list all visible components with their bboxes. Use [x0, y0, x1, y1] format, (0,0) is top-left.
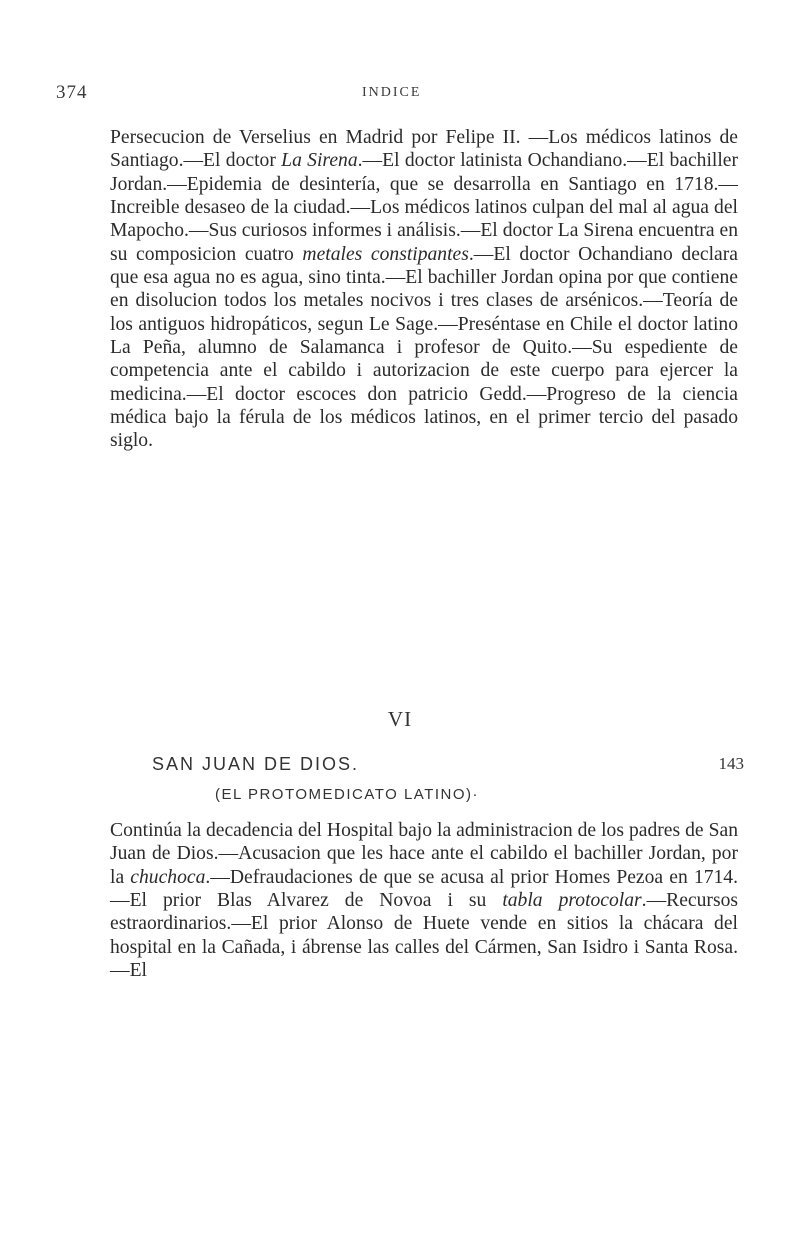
text-run: Persecucion de Verselius en Madrid por Felipe II. —Los médicos latinos de Santiago.—El doctor: [110, 127, 738, 172]
section-number: VI: [387, 707, 413, 731]
summary-paragraph-2: [110, 819, 738, 982]
text-run: .—El doctor latinista Ochandiano.—El bachiller Jordan.—Epidemia de desintería, que se desarrolla en Santiago en 1718.—Increible desaseo de la ciudad.—Los médicos latinos culpan del mal al agua del Mapocho.—Sus curiosos informes i análisis.—El doctor La Sirena encuentra en su composicion cuatro: [110, 150, 739, 265]
italic-run: chuchoca: [130, 866, 206, 888]
page-number: 374: [56, 82, 88, 103]
section-subheading: (EL PROTOMEDICATO LATINO)·: [215, 786, 480, 803]
text-run: .—El doctor Ochandiano declara que esa agua no es agua, sino tinta.—El bachiller Jordan opina por que contiene en disolucion todos los metales nocivos i tres clases de arsénicos.—Teoría de los antiguos hidropáticos, segun Le Sage.—Preséntase en Chile el doctor latino La Peña, alumno de Salamanca i profesor de Quito.—Su espediente de competencia ante el cabildo i autorizacion de este cuerpo para ejercer la medicina.—El doctor escoces don patricio Gedd.—Progreso de la ciencia médica bajo la férula de los médicos latinos, en el primer tercio del pasado siglo.: [110, 243, 738, 452]
section-page-number: 143: [718, 754, 744, 773]
text-run: Continúa la decadencia del Hospital bajo la administracion de los padres de San Juan de Dios.—Acusacion que les hace ante el cabildo el bachiller Jordan, por la: [110, 820, 738, 888]
text-run: .—Defraudaciones de que se acusa al prior Homes Pezoa en 1714.—El prior Blas Alvarez de Novoa i su: [110, 866, 738, 912]
section-title: SAN JUAN DE DIOS.: [152, 754, 360, 774]
summary-paragraph-1: [110, 126, 738, 453]
running-title: INDICE: [362, 85, 422, 100]
text-run: .—Recursos estraordinarios.—El prior Alonso de Huete vende en sitios la chácara del hospital en la Cañada, i ábrense las calles del Cármen, San Isidro i Santa Rosa.—El: [110, 890, 738, 982]
italic-run: La Sirena: [281, 150, 358, 172]
italic-run: tabla protocolar: [502, 890, 642, 912]
section-heading: [152, 754, 762, 775]
italic-run: metales constipantes: [302, 243, 469, 265]
running-head: [0, 82, 800, 112]
